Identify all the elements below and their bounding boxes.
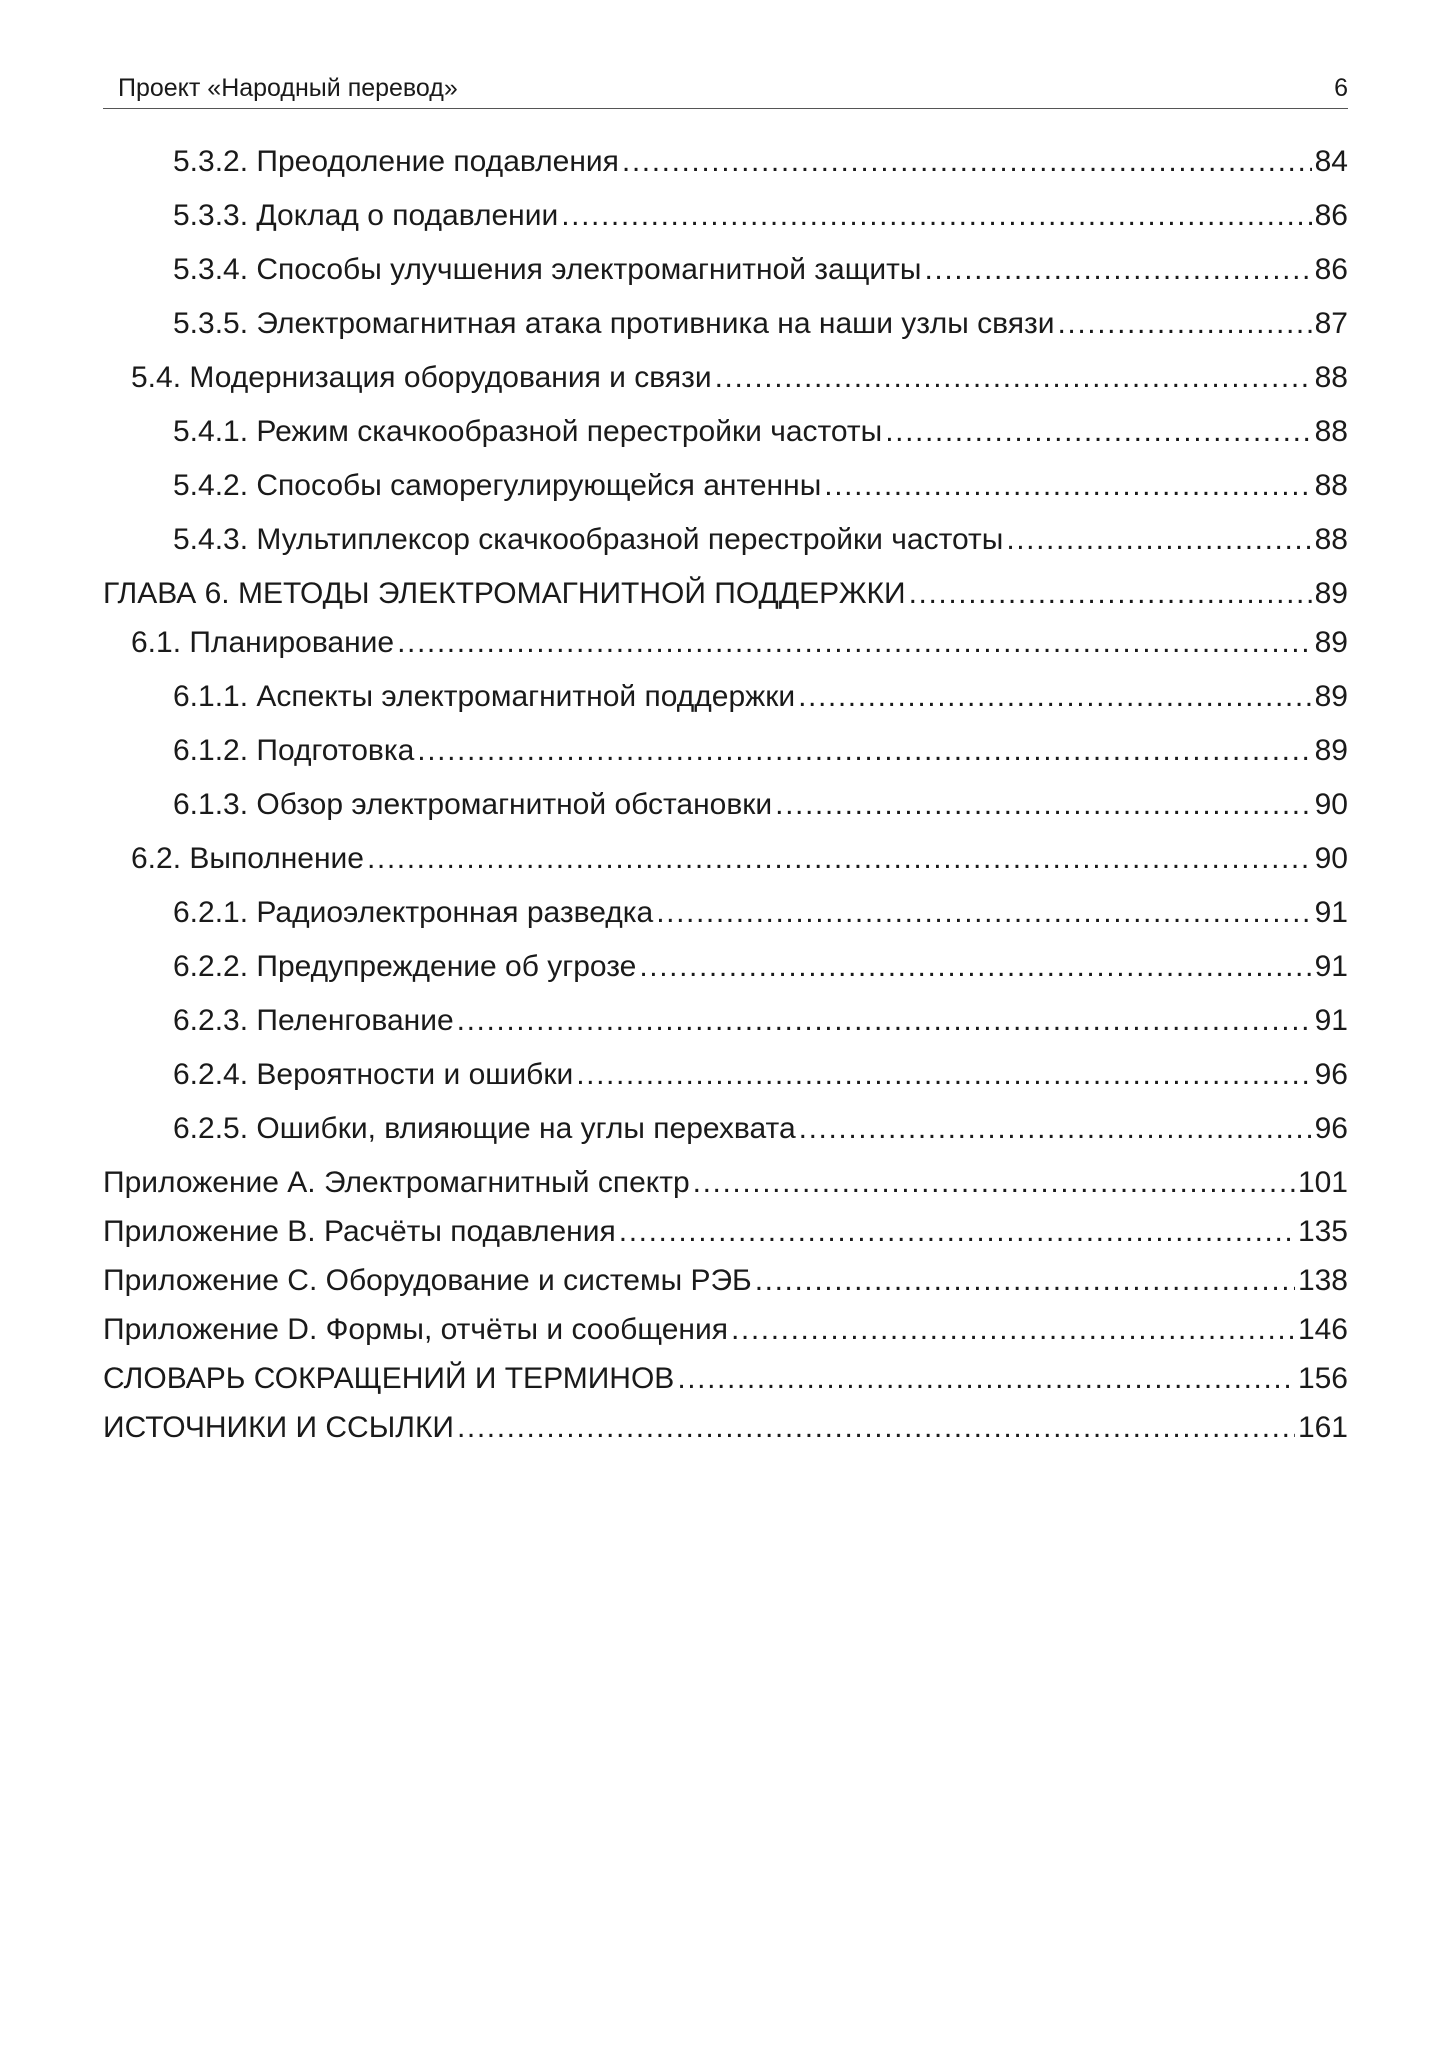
toc-entry-page: 91 (1314, 1004, 1348, 1037)
dot-leader (457, 1408, 1295, 1448)
toc-entry[interactable] (173, 304, 1348, 344)
toc-entry-page: 86 (1314, 199, 1348, 232)
toc-entry[interactable] (103, 1310, 1348, 1350)
dot-leader (755, 1261, 1295, 1301)
toc-entry[interactable] (131, 839, 1348, 879)
toc-entry-page: 161 (1297, 1411, 1348, 1444)
toc-entry-page: 96 (1314, 1112, 1348, 1145)
toc-entry[interactable] (173, 196, 1348, 236)
toc-entry-label: 5.4. Модернизация оборудования и связи (131, 361, 712, 394)
toc-entry-page: 88 (1314, 469, 1348, 502)
toc-entry-page: 135 (1297, 1215, 1348, 1248)
toc-entry-label: 5.4.3. Мультиплексор скачкообразной перестройки частоты (173, 523, 1004, 556)
dot-leader (656, 893, 1311, 933)
dot-leader (775, 785, 1311, 825)
page-header (103, 70, 1348, 109)
toc-entry-page: 90 (1314, 788, 1348, 821)
toc-entry[interactable] (173, 412, 1348, 452)
dot-leader (731, 1310, 1295, 1350)
dot-leader (619, 1212, 1295, 1252)
toc-entry-label: СЛОВАРЬ СОКРАЩЕНИЙ И ТЕРМИНОВ (103, 1362, 675, 1395)
toc-entry[interactable] (103, 1359, 1348, 1399)
toc-entry[interactable] (173, 947, 1348, 987)
toc-entry-label: 5.3.2. Преодоление подавления (173, 145, 619, 178)
dot-leader (885, 412, 1311, 452)
toc-entry-label: 5.3.5. Электромагнитная атака противника на наши узлы связи (173, 307, 1055, 340)
toc-entry-page: 87 (1314, 307, 1348, 340)
toc-entry-page: 90 (1314, 842, 1348, 875)
dot-leader (715, 358, 1312, 398)
dot-leader (924, 250, 1311, 290)
toc-entry[interactable] (173, 1001, 1348, 1041)
toc-entry-page: 138 (1297, 1264, 1348, 1297)
header-page-number: 6 (1334, 74, 1348, 102)
toc-entry-page: 91 (1314, 950, 1348, 983)
toc-entry[interactable] (173, 731, 1348, 771)
toc-entry-label: 5.4.1. Режим скачкообразной перестройки частоты (173, 415, 883, 448)
toc-entry-page: 91 (1314, 896, 1348, 929)
toc-entry-label: ГЛАВА 6. МЕТОДЫ ЭЛЕКТРОМАГНИТНОЙ ПОДДЕРЖКИ (103, 577, 906, 610)
dot-leader (367, 839, 1312, 879)
dot-leader (1006, 520, 1311, 560)
toc-entry[interactable] (103, 1212, 1348, 1252)
toc-entry-label: Приложение C. Оборудование и системы РЭБ (103, 1264, 752, 1297)
dot-leader (576, 1055, 1311, 1095)
dot-leader (693, 1163, 1295, 1203)
toc-entry-label: 6.2.4. Вероятности и ошибки (173, 1058, 574, 1091)
dot-leader (677, 1359, 1295, 1399)
toc-entry[interactable] (173, 785, 1348, 825)
dot-leader (639, 947, 1311, 987)
toc-entry[interactable] (103, 1163, 1348, 1203)
dot-leader (457, 1001, 1312, 1041)
toc-entry-label: 6.1.3. Обзор электромагнитной обстановки (173, 788, 773, 821)
toc-entry-page: 88 (1314, 415, 1348, 448)
toc-entry-label: 6.2.3. Пеленгование (173, 1004, 454, 1037)
dot-leader (622, 142, 1312, 182)
toc-entry[interactable] (173, 1109, 1348, 1149)
toc-entry-page: 88 (1314, 361, 1348, 394)
toc-entry-page: 156 (1297, 1362, 1348, 1395)
dot-leader (1057, 304, 1311, 344)
toc-entry-label: 6.2. Выполнение (131, 842, 364, 875)
toc-entry-label: Приложение A. Электромагнитный спектр (103, 1166, 690, 1199)
toc-entry-page: 146 (1297, 1313, 1348, 1346)
toc-entry-label: 6.2.1. Радиоэлектронная разведка (173, 896, 654, 929)
dot-leader (417, 731, 1311, 771)
toc-entry[interactable] (173, 520, 1348, 560)
toc-entry[interactable] (103, 574, 1348, 614)
toc-entry[interactable] (173, 677, 1348, 717)
dot-leader (561, 196, 1311, 236)
dot-leader (397, 623, 1312, 663)
header-title: Проект «Народный перевод» (118, 74, 458, 102)
toc-entry-label: Приложение D. Формы, отчёты и сообщения (103, 1313, 728, 1346)
toc-entry-page: 96 (1314, 1058, 1348, 1091)
toc-entry-page: 88 (1314, 523, 1348, 556)
toc-entry[interactable] (173, 250, 1348, 290)
toc-entry-label: 6.2.5. Ошибки, влияющие на углы перехвата (173, 1112, 796, 1145)
toc-entry[interactable] (173, 466, 1348, 506)
toc-entry-label: 6.1. Планирование (131, 626, 395, 659)
dot-leader (909, 574, 1312, 614)
toc-entry[interactable] (131, 358, 1348, 398)
toc-entry-label: ИСТОЧНИКИ И ССЫЛКИ (103, 1411, 454, 1444)
toc-entry-page: 86 (1314, 253, 1348, 286)
toc-entry-page: 84 (1314, 145, 1348, 178)
toc-entry-page: 101 (1297, 1166, 1348, 1199)
toc-entry-page: 89 (1314, 680, 1348, 713)
toc-entry-label: 6.2.2. Предупреждение об угрозе (173, 950, 637, 983)
dot-leader (798, 677, 1312, 717)
dot-leader (824, 466, 1311, 506)
toc-entry-label: 6.1.1. Аспекты электромагнитной поддержки (173, 680, 796, 713)
dot-leader (799, 1109, 1312, 1149)
toc-entry-page: 89 (1314, 734, 1348, 767)
toc-entry[interactable] (103, 1408, 1348, 1448)
toc-entry[interactable] (131, 623, 1348, 663)
toc-entry-label: Приложение B. Расчёты подавления (103, 1215, 616, 1248)
toc-entry[interactable] (103, 1261, 1348, 1301)
toc-entry[interactable] (173, 142, 1348, 182)
toc-entry-label: 6.1.2. Подготовка (173, 734, 415, 767)
toc-entry-label: 5.3.3. Доклад о подавлении (173, 199, 559, 232)
toc-entry-page: 89 (1314, 626, 1348, 659)
toc-entry-label: 5.4.2. Способы саморегулирующейся антенны (173, 469, 822, 502)
toc-entry[interactable] (173, 1055, 1348, 1095)
toc-entry[interactable] (173, 893, 1348, 933)
toc-entry-label: 5.3.4. Способы улучшения электромагнитной защиты (173, 253, 922, 286)
toc-entry-page: 89 (1314, 577, 1348, 610)
